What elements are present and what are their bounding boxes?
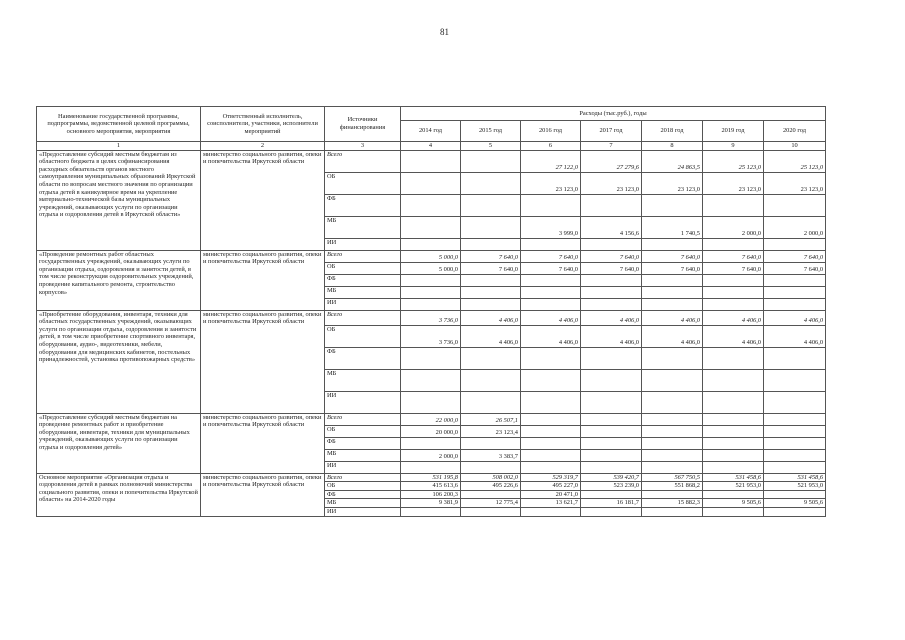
funding-source-cell: МБ	[325, 369, 401, 391]
header-year: 2017 год	[581, 121, 642, 142]
amount-cell	[581, 274, 642, 286]
amount-cell: 4 406,0	[642, 325, 703, 347]
program-name-cell: Основное мероприятие «Организация отдыха и оздоровления детей в рамках полномочий министерства социального развития, опеки и попечительства Иркутской области» на 2014-2020 годы	[37, 473, 201, 516]
table-row	[37, 250, 826, 262]
column-numbers-row	[37, 142, 826, 151]
amount-cell	[764, 449, 826, 461]
amount-cell: 9 381,9	[401, 499, 461, 508]
amount-cell	[642, 413, 703, 425]
amount-cell	[642, 461, 703, 473]
amount-cell: 20 000,0	[401, 425, 461, 437]
amount-cell: 539 420,7	[581, 473, 642, 482]
amount-cell: 24 863,5	[642, 150, 703, 172]
amount-cell: 531 458,6	[703, 473, 764, 482]
amount-cell	[461, 347, 521, 369]
amount-cell	[642, 507, 703, 516]
funding-source-cell: ОБ	[325, 425, 401, 437]
amount-cell	[764, 274, 826, 286]
amount-cell: 523 239,0	[581, 482, 642, 491]
amount-cell	[703, 413, 764, 425]
amount-cell	[461, 286, 521, 298]
amount-cell: 4 406,0	[703, 325, 764, 347]
amount-cell	[461, 216, 521, 238]
amount-cell	[642, 391, 703, 413]
amount-cell: 5 000,0	[401, 250, 461, 262]
amount-cell: 25 123,0	[703, 150, 764, 172]
amount-cell	[764, 507, 826, 516]
amount-cell: 13 621,7	[521, 499, 581, 508]
amount-cell	[401, 391, 461, 413]
amount-cell: 23 123,0	[642, 172, 703, 194]
column-number: 4	[401, 142, 461, 151]
amount-cell	[521, 286, 581, 298]
funding-source-cell: ФБ	[325, 347, 401, 369]
amount-cell	[642, 274, 703, 286]
column-number: 10	[764, 142, 826, 151]
funding-source-cell: МБ	[325, 449, 401, 461]
amount-cell	[401, 150, 461, 172]
amount-cell: 7 640,0	[581, 250, 642, 262]
amount-cell: 521 953,0	[764, 482, 826, 491]
column-number: 8	[642, 142, 703, 151]
amount-cell	[581, 461, 642, 473]
funding-source-cell: ФБ	[325, 490, 401, 499]
amount-cell	[581, 425, 642, 437]
amount-cell: 9 505,6	[703, 499, 764, 508]
amount-cell	[703, 238, 764, 250]
amount-cell	[764, 391, 826, 413]
amount-cell	[401, 286, 461, 298]
program-name-cell: «Предоставление субсидий местным бюджетам из областного бюджета в целях софинансирования расходных обязательств органов местного самоуправления муниципальных образований Иркутской области по вопросам местного значения по организации отдыха детей в каникулярное время на укрепление материально-технической базы муниципальных учреждений, оказывающих услуги по организации отдыха и оздоровления детей в Иркутской области»	[37, 150, 201, 250]
expenses-table	[36, 106, 826, 517]
amount-cell	[764, 490, 826, 499]
amount-cell	[401, 274, 461, 286]
amount-cell	[764, 437, 826, 449]
amount-cell	[581, 413, 642, 425]
column-number: 6	[521, 142, 581, 151]
amount-cell: 23 123,0	[703, 172, 764, 194]
header-executor: Ответственный исполнитель, соисполнители, участники, исполнители мероприятий	[201, 107, 325, 142]
executor-cell: министерство социального развития, опеки и попечительства Иркутской области	[201, 150, 325, 250]
amount-cell: 4 406,0	[521, 325, 581, 347]
amount-cell	[703, 507, 764, 516]
amount-cell	[581, 298, 642, 310]
amount-cell: 23 123,4	[461, 425, 521, 437]
amount-cell	[642, 347, 703, 369]
funding-source-cell: Всего	[325, 250, 401, 262]
amount-cell	[521, 449, 581, 461]
amount-cell: 4 406,0	[581, 325, 642, 347]
amount-cell	[703, 347, 764, 369]
header-expenses: Расходы (тыс.руб.), годы	[401, 107, 826, 121]
amount-cell	[642, 238, 703, 250]
column-number: 5	[461, 142, 521, 151]
amount-cell: 1 740,5	[642, 216, 703, 238]
amount-cell: 7 640,0	[581, 262, 642, 274]
amount-cell	[401, 437, 461, 449]
column-number: 3	[325, 142, 401, 151]
amount-cell	[521, 461, 581, 473]
funding-source-cell: Всего	[325, 473, 401, 482]
amount-cell: 20 471,0	[521, 490, 581, 499]
funding-source-cell: ОБ	[325, 325, 401, 347]
amount-cell	[764, 194, 826, 216]
header-year: 2018 год	[642, 121, 703, 142]
amount-cell: 551 868,2	[642, 482, 703, 491]
amount-cell: 4 406,0	[461, 310, 521, 325]
amount-cell	[703, 461, 764, 473]
amount-cell	[461, 194, 521, 216]
funding-source-cell: ОБ	[325, 172, 401, 194]
amount-cell: 495 226,6	[461, 482, 521, 491]
amount-cell	[642, 298, 703, 310]
amount-cell: 7 640,0	[521, 262, 581, 274]
amount-cell: 106 200,3	[401, 490, 461, 499]
amount-cell	[521, 347, 581, 369]
table-row	[37, 150, 826, 172]
amount-cell	[581, 437, 642, 449]
amount-cell: 4 406,0	[703, 310, 764, 325]
amount-cell: 12 775,4	[461, 499, 521, 508]
amount-cell: 4 406,0	[461, 325, 521, 347]
amount-cell: 531 458,6	[764, 473, 826, 482]
funding-source-cell: ФБ	[325, 274, 401, 286]
funding-source-cell: ИИ	[325, 238, 401, 250]
amount-cell: 3 736,0	[401, 310, 461, 325]
header-year: 2015 год	[461, 121, 521, 142]
amount-cell	[521, 194, 581, 216]
amount-cell	[703, 425, 764, 437]
table-body	[37, 150, 826, 516]
amount-cell	[581, 286, 642, 298]
amount-cell	[461, 274, 521, 286]
amount-cell: 4 406,0	[764, 325, 826, 347]
amount-cell	[703, 490, 764, 499]
amount-cell: 7 640,0	[764, 262, 826, 274]
amount-cell	[461, 369, 521, 391]
amount-cell: 415 613,6	[401, 482, 461, 491]
amount-cell	[401, 461, 461, 473]
header-program: Наименование государственной программы, подпрограммы, ведомственной целевой программы, основного мероприятия, мероприятия	[37, 107, 201, 142]
amount-cell	[521, 274, 581, 286]
column-number: 1	[37, 142, 201, 151]
amount-cell	[401, 369, 461, 391]
amount-cell: 23 123,0	[581, 172, 642, 194]
table-row	[37, 413, 826, 425]
amount-cell	[401, 507, 461, 516]
page-number: 81	[440, 27, 449, 37]
amount-cell: 7 640,0	[461, 250, 521, 262]
amount-cell: 7 640,0	[521, 250, 581, 262]
amount-cell	[521, 238, 581, 250]
amount-cell: 4 156,6	[581, 216, 642, 238]
amount-cell: 23 123,0	[764, 172, 826, 194]
amount-cell	[764, 413, 826, 425]
amount-cell: 7 640,0	[764, 250, 826, 262]
amount-cell: 4 406,0	[581, 310, 642, 325]
amount-cell	[703, 449, 764, 461]
executor-cell: министерство социального развития, опеки и попечительства Иркутской области	[201, 473, 325, 516]
amount-cell	[703, 274, 764, 286]
amount-cell	[401, 194, 461, 216]
table-row	[37, 310, 826, 325]
amount-cell: 7 640,0	[642, 250, 703, 262]
amount-cell: 508 002,0	[461, 473, 521, 482]
amount-cell	[581, 194, 642, 216]
amount-cell: 23 123,0	[521, 172, 581, 194]
amount-cell: 521 953,0	[703, 482, 764, 491]
amount-cell: 15 882,3	[642, 499, 703, 508]
amount-cell: 7 640,0	[703, 250, 764, 262]
amount-cell	[703, 391, 764, 413]
amount-cell	[642, 286, 703, 298]
amount-cell	[703, 286, 764, 298]
amount-cell	[521, 425, 581, 437]
amount-cell	[461, 437, 521, 449]
amount-cell: 16 181,7	[581, 499, 642, 508]
amount-cell	[461, 507, 521, 516]
header-year: 2014 год	[401, 121, 461, 142]
header-year: 2019 год	[703, 121, 764, 142]
amount-cell	[642, 194, 703, 216]
amount-cell: 7 640,0	[642, 262, 703, 274]
amount-cell	[461, 298, 521, 310]
amount-cell	[642, 437, 703, 449]
funding-source-cell: МБ	[325, 216, 401, 238]
amount-cell	[642, 425, 703, 437]
executor-cell: министерство социального развития, опеки и попечительства Иркутской области	[201, 310, 325, 413]
program-name-cell: «Предоставление субсидий местным бюджетам на проведение ремонтных работ и приобретение оборудования, инвентаря, техники для муниципальных учреждений, оказывающих услуги по организации отдыха и оздоровления детей»	[37, 413, 201, 473]
amount-cell	[581, 391, 642, 413]
amount-cell	[521, 507, 581, 516]
amount-cell	[401, 298, 461, 310]
amount-cell: 3 736,0	[401, 325, 461, 347]
amount-cell	[401, 238, 461, 250]
amount-cell	[521, 391, 581, 413]
amount-cell: 4 406,0	[764, 310, 826, 325]
funding-source-cell: ИИ	[325, 391, 401, 413]
column-number: 7	[581, 142, 642, 151]
amount-cell: 7 640,0	[461, 262, 521, 274]
amount-cell	[703, 369, 764, 391]
amount-cell: 25 123,0	[764, 150, 826, 172]
funding-source-cell: МБ	[325, 286, 401, 298]
amount-cell	[521, 369, 581, 391]
amount-cell	[642, 490, 703, 499]
amount-cell	[461, 391, 521, 413]
amount-cell	[764, 347, 826, 369]
funding-source-cell: ИИ	[325, 461, 401, 473]
amount-cell: 27 279,6	[581, 150, 642, 172]
amount-cell: 567 750,5	[642, 473, 703, 482]
amount-cell	[581, 507, 642, 516]
amount-cell: 7 640,0	[703, 262, 764, 274]
amount-cell: 22 000,0	[401, 413, 461, 425]
amount-cell	[703, 194, 764, 216]
amount-cell	[703, 437, 764, 449]
funding-source-cell: ОБ	[325, 262, 401, 274]
amount-cell: 2 000,0	[401, 449, 461, 461]
table-row	[37, 473, 826, 482]
program-name-cell: «Приобретение оборудования, инвентаря, техники для областных государственных учреждений, оказывающих услуги по организации отдыха, оздоровления и занятости детей, в том числе приобретение спортивного инвентаря, оборудования, аудио-, видеотехники, мебели, оборудования для медицинских кабинетов, постельных принадлежностей, установка противопожарных средств»	[37, 310, 201, 413]
amount-cell	[764, 461, 826, 473]
amount-cell	[581, 347, 642, 369]
amount-cell	[521, 437, 581, 449]
amount-cell	[581, 369, 642, 391]
amount-cell	[521, 298, 581, 310]
amount-cell: 3 383,7	[461, 449, 521, 461]
amount-cell: 5 000,0	[401, 262, 461, 274]
amount-cell	[764, 286, 826, 298]
funding-source-cell: ИИ	[325, 507, 401, 516]
executor-cell: министерство социального развития, опеки и попечительства Иркутской области	[201, 250, 325, 310]
amount-cell	[764, 238, 826, 250]
funding-source-cell: ОБ	[325, 482, 401, 491]
program-name-cell: «Проведение ремонтных работ областных государственных учреждений, оказывающих услуги по организации отдыха, оздоровления и занятости детей, в том числе реконструкция оздоровительных учреждений, проведение капитального ремонта, строительство корпусов»	[37, 250, 201, 310]
column-number: 9	[703, 142, 764, 151]
amount-cell	[401, 347, 461, 369]
funding-source-cell: Всего	[325, 310, 401, 325]
amount-cell	[642, 369, 703, 391]
amount-cell	[703, 298, 764, 310]
funding-source-cell: Всего	[325, 413, 401, 425]
amount-cell	[642, 449, 703, 461]
amount-cell: 9 505,6	[764, 499, 826, 508]
amount-cell	[581, 238, 642, 250]
amount-cell: 27 122,0	[521, 150, 581, 172]
amount-cell: 26 507,1	[461, 413, 521, 425]
funding-source-cell: ФБ	[325, 194, 401, 216]
amount-cell	[764, 298, 826, 310]
header-year: 2020 год	[764, 121, 826, 142]
amount-cell	[581, 449, 642, 461]
amount-cell	[401, 172, 461, 194]
header-year: 2016 год	[521, 121, 581, 142]
funding-source-cell: МБ	[325, 499, 401, 508]
amount-cell: 529 319,7	[521, 473, 581, 482]
amount-cell	[461, 172, 521, 194]
amount-cell	[581, 490, 642, 499]
funding-source-cell: ФБ	[325, 437, 401, 449]
amount-cell: 531 195,8	[401, 473, 461, 482]
amount-cell: 3 999,0	[521, 216, 581, 238]
amount-cell: 4 406,0	[642, 310, 703, 325]
funding-source-cell: Всего	[325, 150, 401, 172]
amount-cell	[764, 425, 826, 437]
amount-cell: 4 406,0	[521, 310, 581, 325]
amount-cell: 2 000,0	[764, 216, 826, 238]
amount-cell	[461, 461, 521, 473]
amount-cell: 2 000,0	[703, 216, 764, 238]
amount-cell	[401, 216, 461, 238]
amount-cell	[461, 150, 521, 172]
amount-cell	[461, 490, 521, 499]
amount-cell	[461, 238, 521, 250]
funding-source-cell: ИИ	[325, 298, 401, 310]
amount-cell: 495 227,0	[521, 482, 581, 491]
amount-cell	[521, 413, 581, 425]
executor-cell: министерство социального развития, опеки и попечительства Иркутской области	[201, 413, 325, 473]
header-source: Источники финансирования	[325, 107, 401, 142]
amount-cell	[764, 369, 826, 391]
column-number: 2	[201, 142, 325, 151]
